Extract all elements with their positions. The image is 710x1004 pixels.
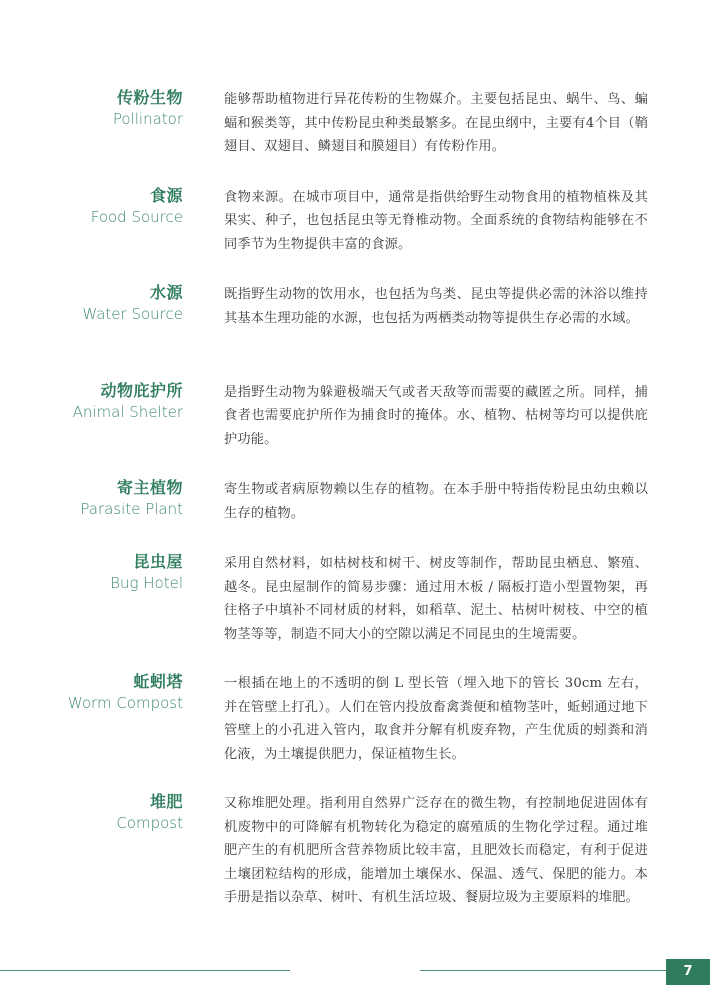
term-english: Worm Compost <box>67 694 183 713</box>
term-chinese: 传粉生物 <box>116 88 183 107</box>
term-block <box>13 791 183 833</box>
glossary-entry-compost <box>0 791 710 941</box>
term-description: 是指野生动物为躲避极端天气或者天敌等而需要的藏匿之所。同样，捕食者也需要庇护所作为捕食时的掩体。水、植物、枯树等均可以提供庇护功能。 <box>224 384 648 447</box>
glossary-entry-bug-hotel <box>0 551 710 671</box>
term-english: Bug Hotel <box>110 574 183 593</box>
term-block <box>13 477 183 519</box>
term-description: 既指野生动物的饮用水，也包括为鸟类、昆虫等提供必需的沐浴以维持其基本生理功能的水源，也包括为两栖类动物等提供生存必需的水域。 <box>224 287 648 326</box>
footer-divider-left <box>0 970 290 971</box>
footer-divider-right <box>420 970 666 971</box>
glossary-entry-pollinator <box>0 87 710 185</box>
page-number: 7 <box>666 959 710 985</box>
glossary-entry-water-source <box>0 282 710 380</box>
glossary-entry-animal-shelter <box>0 380 710 478</box>
glossary-entry-parasite-plant <box>0 477 710 551</box>
term-description: 寄生物或者病原物赖以生存的植物。在本手册中特指传粉昆虫幼虫赖以生存的植物。 <box>224 482 648 521</box>
term-english: Water Source <box>82 305 183 324</box>
term-chinese: 动物庇护所 <box>100 380 183 400</box>
term-block <box>13 282 183 324</box>
term-english: Food Source <box>90 207 183 226</box>
term-chinese: 寄主植物 <box>116 478 183 498</box>
term-block <box>13 671 183 713</box>
term-description: 食物来源。在城市项目中，通常是指供给野生动物食用的植物植株及其果实、种子，也包括昆虫等无脊椎动物。全面系统的食物结构能够在不同季节为生物提供丰富的食源。 <box>224 189 648 252</box>
term-english: Parasite Plant <box>80 500 183 519</box>
term-description: 能够帮助植物进行异花传粉的生物媒介。主要包括昆虫、蜗牛、鸟、蝙蝠和猴类等，其中传粉昆虫种类最繁多。在昆虫纲中，主要有4个目（鞘翅目、双翅目、鳞翅目和膜翅目）有传粉作用。 <box>224 92 648 154</box>
term-description: 又称堆肥处理。指利用自然界广泛存在的微生物，有控制地促进固体有机废物中的可降解有机物转化为稳定的腐殖质的生物化学过程。通过堆肥产生的有机肥所含营养物质比较丰富，且肥效长而稳定，有利于促进土壤团粒结构的形成，能增加土壤保水、保温、透气、保肥的能力。本手册是指以杂草、树叶、有机生活垃圾、餐厨垃圾为主要原料的堆肥。 <box>224 796 648 906</box>
term-block <box>13 185 183 227</box>
term-block <box>13 380 183 422</box>
glossary-entry-food-source <box>0 185 710 283</box>
term-block <box>13 551 183 593</box>
term-chinese: 堆肥 <box>149 792 183 812</box>
term-chinese: 昆虫屋 <box>133 552 183 572</box>
term-english: Animal Shelter <box>72 402 183 421</box>
term-chinese: 食源 <box>149 185 183 205</box>
term-english: Compost <box>116 814 183 833</box>
glossary-entry-worm-compost <box>0 671 710 791</box>
term-chinese: 水源 <box>149 283 183 303</box>
term-chinese: 蚯蚓塔 <box>133 672 183 692</box>
term-description: 采用自然材料，如枯树枝和树干、树皮等制作，帮助昆虫栖息、繁殖、越冬。昆虫屋制作的简易步骤：通过用木板 / 隔板打造小型置物架，再往格子中填补不同材质的材料，如稻草、泥土、枯树叶树枝、中空的植物茎等等，制造不同大小的空隙以满足不同昆虫的生境需要。 <box>224 556 648 642</box>
term-description: 一根插在地上的不透明的倒 L 型长管（埋入地下的管长 30cm 左右，并在管壁上打孔）。人们在管内投放畜禽粪便和植物茎叶，蚯蚓通过地下管壁上的小孔进入管内，取食并分解有机废弃物，产生优质的蚓粪和消化液，为土壤提供肥力，保证植物生长。 <box>224 676 648 762</box>
glossary-list <box>0 87 710 941</box>
term-block <box>13 87 183 129</box>
term-english: Pollinator <box>112 110 183 128</box>
